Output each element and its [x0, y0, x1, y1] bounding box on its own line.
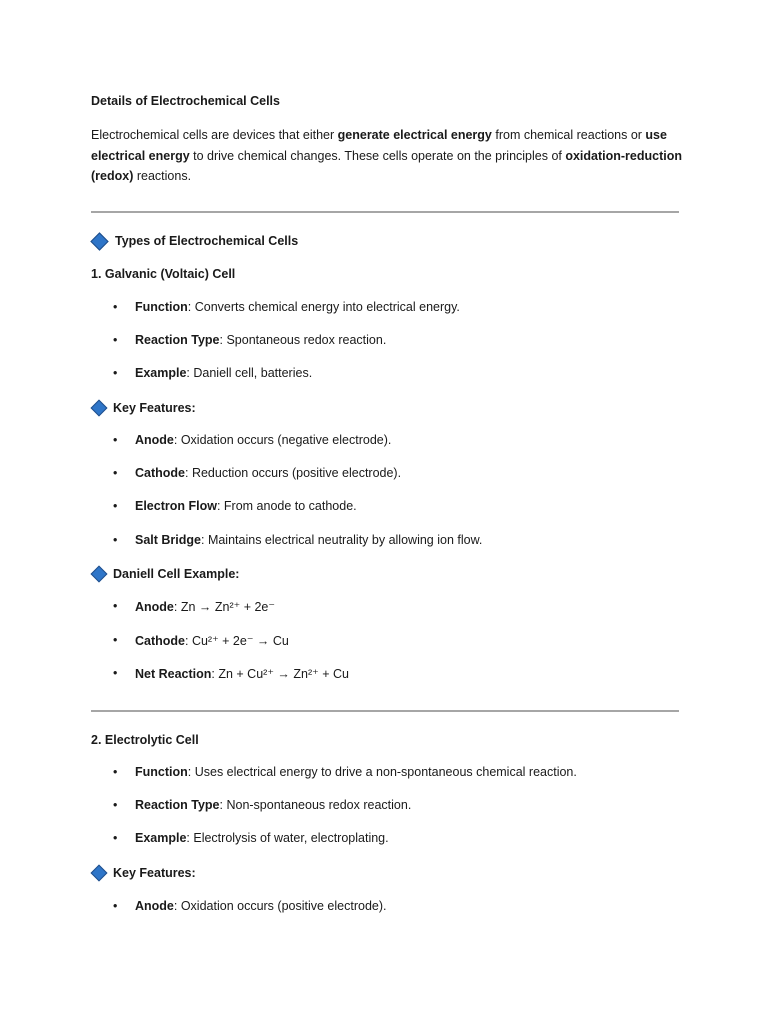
item-text: : Cu²⁺ + 2e⁻ → Cu	[185, 634, 289, 648]
key-features-text: Key Features:	[113, 866, 196, 880]
bullet: •	[113, 533, 118, 547]
types-heading	[91, 234, 298, 248]
item-text: : Non-spontaneous redox reaction.	[219, 798, 412, 812]
item-label: Reaction Type	[135, 798, 220, 812]
intro-text-2: from chemical reactions or	[491, 128, 646, 142]
item-text: : Converts chemical energy into electrical energy.	[187, 300, 460, 314]
item-label: Net Reaction	[135, 667, 212, 681]
item-text: : Maintains electrical neutrality by allowing ion flow.	[201, 533, 483, 547]
item-text: : Oxidation occurs (positive electrode).	[173, 899, 387, 913]
bullet: •	[113, 666, 118, 680]
bullet: •	[113, 466, 118, 480]
bullet: •	[113, 599, 118, 613]
item-label: Reaction Type	[135, 333, 220, 347]
blue-diamond-icon	[91, 865, 108, 882]
item-label: Electron Flow	[135, 499, 217, 513]
item-text: : Spontaneous redox reaction.	[219, 333, 387, 347]
electrolytic-key-features-heading	[91, 866, 196, 880]
item-text: : Electrolysis of water, electroplating.	[186, 831, 389, 845]
item-label: Cathode	[135, 634, 185, 648]
horizontal-rule	[91, 710, 679, 712]
bullet: •	[113, 433, 118, 447]
item-label: Function	[135, 300, 188, 314]
item-text: : Daniell cell, batteries.	[186, 366, 313, 380]
intro-text-1: Electrochemical cells are devices that either	[91, 128, 338, 142]
blue-diamond-icon	[91, 566, 108, 583]
blue-diamond-icon	[91, 400, 108, 417]
bullet: •	[113, 899, 118, 913]
document-title: Details of Electrochemical Cells	[91, 94, 280, 108]
intro-bold-2: use electrical energy	[91, 128, 667, 163]
daniell-heading	[91, 567, 239, 581]
intro-text-3: to drive chemical changes. These cells operate on the principles of	[189, 148, 566, 163]
item-text: : Zn + Cu²⁺ → Zn²⁺ + Cu	[211, 667, 349, 681]
item-label: Function	[135, 765, 188, 779]
horizontal-rule	[91, 211, 679, 213]
intro-paragraph	[91, 125, 683, 187]
item-label: Anode	[135, 899, 174, 913]
bullet: •	[113, 300, 118, 314]
electrolytic-heading: 2. Electrolytic Cell	[91, 733, 199, 747]
intro-text-4: reactions.	[133, 169, 192, 183]
types-heading-text: Types of Electrochemical Cells	[115, 234, 299, 248]
item-label: Anode	[135, 433, 174, 447]
bullet: •	[113, 765, 118, 779]
item-label: Anode	[135, 600, 174, 614]
daniell-heading-text: Daniell Cell Example:	[113, 567, 240, 581]
bullet: •	[113, 499, 118, 513]
item-text: : Reduction occurs (positive electrode).	[185, 466, 402, 480]
bullet: •	[113, 633, 118, 647]
item-text: : Zn → Zn²⁺ + 2e⁻	[173, 600, 275, 614]
item-text: : Uses electrical energy to drive a non-spontaneous chemical reaction.	[187, 765, 577, 779]
item-label: Example	[135, 831, 187, 845]
item-label: Example	[135, 366, 187, 380]
bullet: •	[113, 798, 118, 812]
item-text: : Oxidation occurs (negative electrode).	[173, 433, 392, 447]
item-text: : From anode to cathode.	[216, 499, 357, 513]
item-label: Cathode	[135, 466, 185, 480]
intro-bold-1: generate electrical energy	[337, 128, 492, 142]
galvanic-key-features-heading	[91, 401, 196, 415]
item-label: Salt Bridge	[135, 533, 201, 547]
key-features-text: Key Features:	[113, 401, 196, 415]
galvanic-heading: 1. Galvanic (Voltaic) Cell	[91, 267, 236, 281]
bullet: •	[113, 366, 118, 380]
blue-diamond-icon	[90, 232, 108, 250]
bullet: •	[113, 831, 118, 845]
bullet: •	[113, 333, 118, 347]
intro-bold-3: oxidation-reduction (redox)	[91, 148, 683, 183]
